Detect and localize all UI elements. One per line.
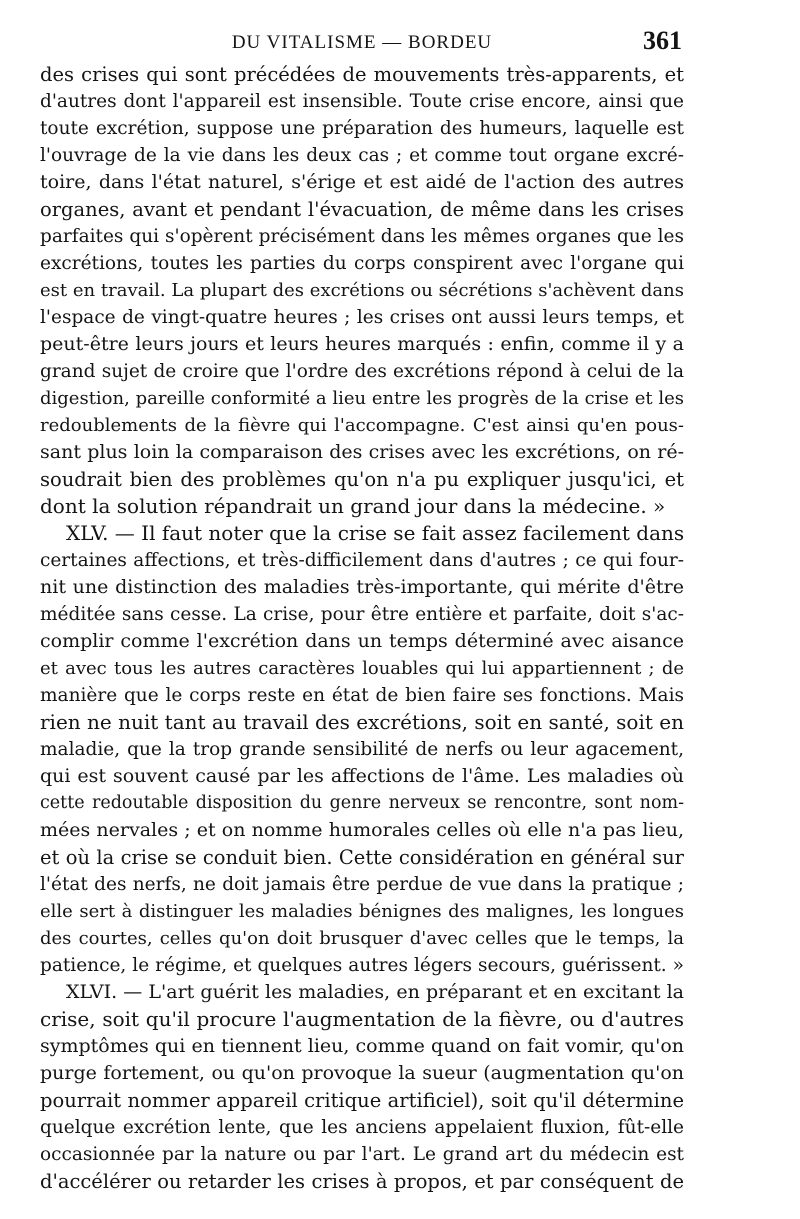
text-line: manière que le corps reste en état de bien faire ses fonctions. Mais	[40, 685, 684, 706]
text-line: des courtes, celles qu'on doit brusquer d'avec celles que le temps, la	[40, 928, 684, 949]
text-line: toire, dans l'état naturel, s'érige et est aidé de l'action des autres	[40, 171, 684, 193]
text-line: digestion, pareille conformité a lieu entre les progrès de la crise et les	[40, 388, 684, 409]
text-line: et où la crise se conduit bien. Cette considération en général sur	[40, 846, 684, 869]
text-line: d'accélérer ou retarder les crises à propos, et par conséquent de	[40, 1170, 684, 1193]
text-line: soudrait bien des problèmes qu'on n'a pu expliquer jusqu'ici, et	[40, 468, 684, 491]
text-line: mées nervales ; et on nomme humorales celles où elle n'a pas lieu,	[40, 819, 684, 841]
text-line: parfaites qui s'opèrent précisément dans les mêmes organes que les	[40, 226, 684, 247]
text-line: grand sujet de croire que l'ordre des excrétions répond à celui de la	[40, 361, 684, 382]
text-line: l'espace de vingt-quatre heures ; les crises ont aussi leurs temps, et	[40, 307, 684, 328]
section-xlv-start: XLV. — Il faut noter que la crise se fait assez facilement dans	[66, 521, 684, 545]
text-line: toute excrétion, suppose une préparation des humeurs, laquelle est	[40, 118, 684, 139]
text-line: l'état des nerfs, ne doit jamais être perdue de vue dans la pratique ;	[40, 874, 684, 895]
page-number: 361	[643, 26, 682, 55]
text-line: quelque excrétion lente, que les anciens appelaient fluxion, fût-elle	[40, 1117, 684, 1138]
text-line: redoublements de la fièvre qui l'accompagne. C'est ainsi qu'en pous-	[40, 415, 684, 436]
text-line: l'ouvrage de la vie dans les deux cas ; et comme tout organe excré-	[40, 145, 684, 166]
text-line: qui est souvent causé par les affections de l'âme. Les maladies où	[40, 765, 684, 787]
text-line: est en travail. La plupart des excrétions ou sécrétions s'achèvent dans	[40, 280, 684, 301]
text-line: purge fortement, ou qu'on provoque la sueur (augmentation qu'on	[40, 1062, 684, 1084]
text-line: d'autres dont l'appareil est insensible. Toute crise encore, ainsi que	[40, 91, 684, 112]
section-xlvi-start: XLVI. — L'art guérit les maladies, en préparant et en excitant la	[66, 981, 684, 1003]
text-line: des crises qui sont précédées de mouvements très-apparents, et	[40, 63, 684, 86]
text-line: sant plus loin la comparaison des crises avec les excrétions, on ré-	[40, 441, 684, 463]
text-line: certaines affections, et très-difficilement dans d'autres ; ce qui four-	[40, 550, 684, 571]
text-line: dont la solution répandrait un grand jour dans la médecine. »	[40, 494, 666, 518]
text-line: maladie, que la trop grande sensibilité de nerfs ou leur agacement,	[40, 739, 684, 760]
text-line: et avec tous les autres caractères louables qui lui appartiennent ; de	[40, 658, 684, 679]
text-line: complir comme l'excrétion dans un temps déterminé avec aisance	[40, 630, 684, 652]
text-line: patience, le régime, et quelques autres légers secours, guérissent. »	[40, 955, 684, 976]
text-line: cette redoutable disposition du genre nerveux se rencontre, sont nom-	[40, 793, 684, 813]
text-line: organes, avant et pendant l'évacuation, de même dans les crises	[40, 198, 684, 221]
text-line: symptômes qui en tiennent lieu, comme quand on fait vomir, qu'on	[40, 1035, 684, 1057]
text-line: méditée sans cesse. La crise, pour être entière et parfaite, doit s'ac-	[40, 604, 684, 625]
text-line: rien ne nuit tant au travail des excrétions, soit en santé, soit en	[40, 710, 684, 734]
text-line: elle sert à distinguer les maladies bénignes des malignes, les longues	[40, 901, 684, 922]
text-line: nit une distinction des maladies très-importante, qui mérite d'être	[40, 576, 684, 598]
text-line: excrétions, toutes les parties du corps conspirent avec l'organe qui	[40, 253, 684, 274]
text-line: pourrait nommer appareil critique artificiel), soit qu'il détermine	[40, 1089, 684, 1112]
text-line: occasionnée par la nature ou par l'art. Le grand art du médecin est	[40, 1144, 684, 1165]
body-text	[40, 61, 684, 1195]
page-header	[40, 22, 684, 62]
text-line: crise, soit qu'il procure l'augmentation de la fièvre, ou d'autres	[40, 1007, 684, 1031]
text-line: peut-être leurs jours et leurs heures marqués : enfin, comme il y a	[40, 333, 684, 355]
running-title: DU VITALISME — BORDEU	[231, 32, 493, 53]
